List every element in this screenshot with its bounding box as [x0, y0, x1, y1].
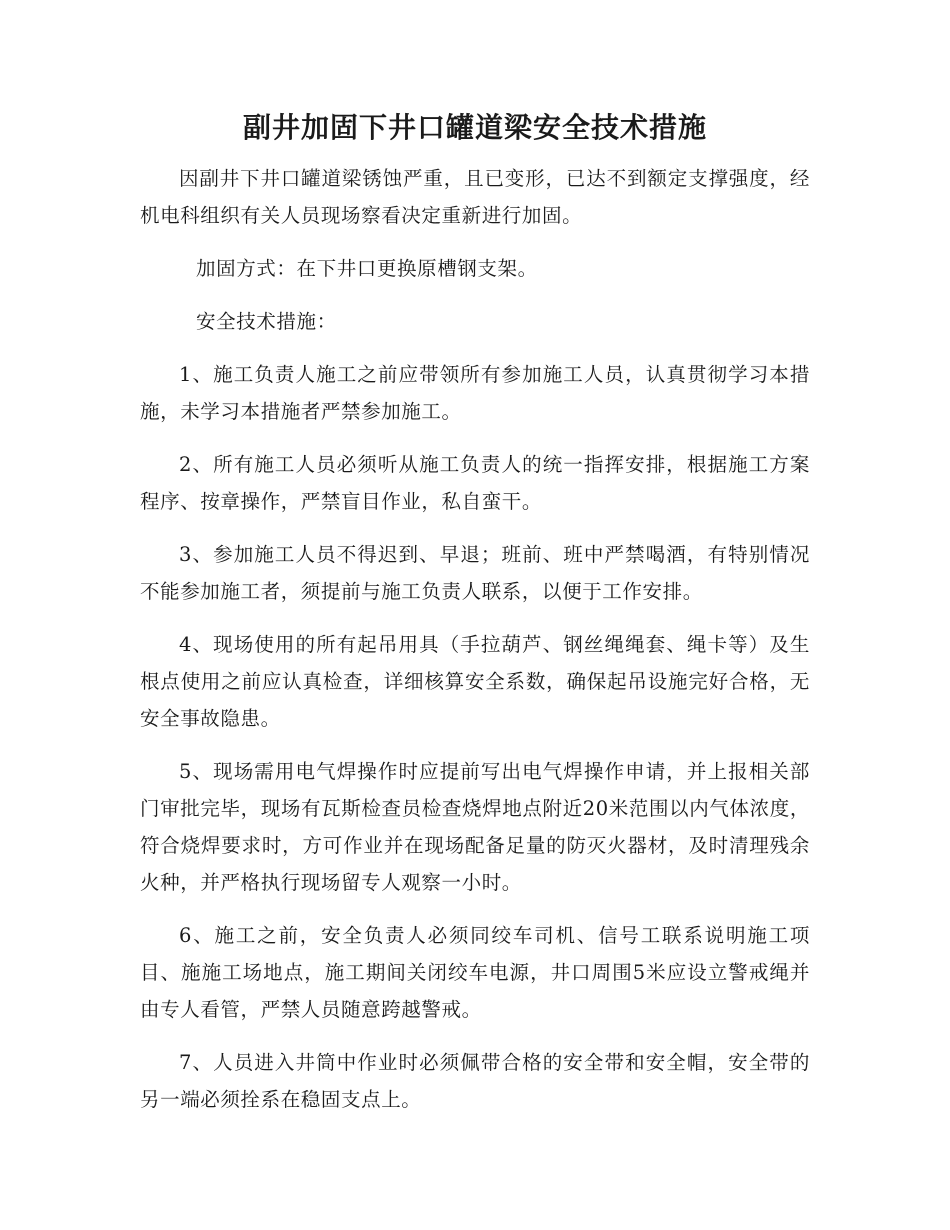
method-paragraph: 加固方式：在下井口更换原槽钢支架。 [196, 257, 538, 280]
measures-heading: 安全技术措施： [196, 310, 337, 333]
measure-item-6: 6、施工之前，安全负责人必须同绞车司机、信号工联系说明施工项目、施施工场地点，施工期间关闭绞车电源，井口周围5米应设立警戒绳并由专人看管，严禁人员随意跨越警戒。 [140, 924, 810, 1021]
intro-paragraph: 因副井下井口罐道梁锈蚀严重，且已变形，已达不到额定支撑强度，经机电科组织有关人员现场察看决定重新进行加固。 [140, 167, 810, 227]
document-title: 副井加固下井口罐道梁安全技术措施 [242, 111, 707, 144]
measure-item-3: 3、参加施工人员不得迟到、早退；班前、班中严禁喝酒，有特别情况不能参加施工者，须提前与施工负责人联系，以便于工作安排。 [140, 543, 810, 603]
measure-item-2: 2、所有施工人员必须听从施工负责人的统一指挥安排，根据施工方案程序、按章操作，严禁盲目作业，私自蛮干。 [140, 453, 810, 513]
measure-item-1: 1、施工负责人施工之前应带领所有参加施工人员，认真贯彻学习本措施，未学习本措施者严禁参加施工。 [140, 363, 810, 423]
document-page [140, 108, 810, 1118]
measure-item-7: 7、人员进入井筒中作业时必须佩带合格的安全带和安全帽，安全带的另一端必须拴系在稳固支点上。 [140, 1051, 810, 1111]
measure-item-4: 4、现场使用的所有起吊用具（手拉葫芦、钢丝绳绳套、绳卡等）及生根点使用之前应认真检查，详细核算安全系数，确保起吊设施完好合格，无安全事故隐患。 [140, 633, 810, 730]
measure-item-5: 5、现场需用电气焊操作时应提前写出电气焊操作申请，并上报相关部门审批完毕，现场有瓦斯检查员检查烧焊地点附近20米范围以内气体浓度，符合烧焊要求时，方可作业并在现场配备足量的防灭火器材，及时清理残余火种，并严格执行现场留专人观察一小时。 [140, 760, 810, 894]
